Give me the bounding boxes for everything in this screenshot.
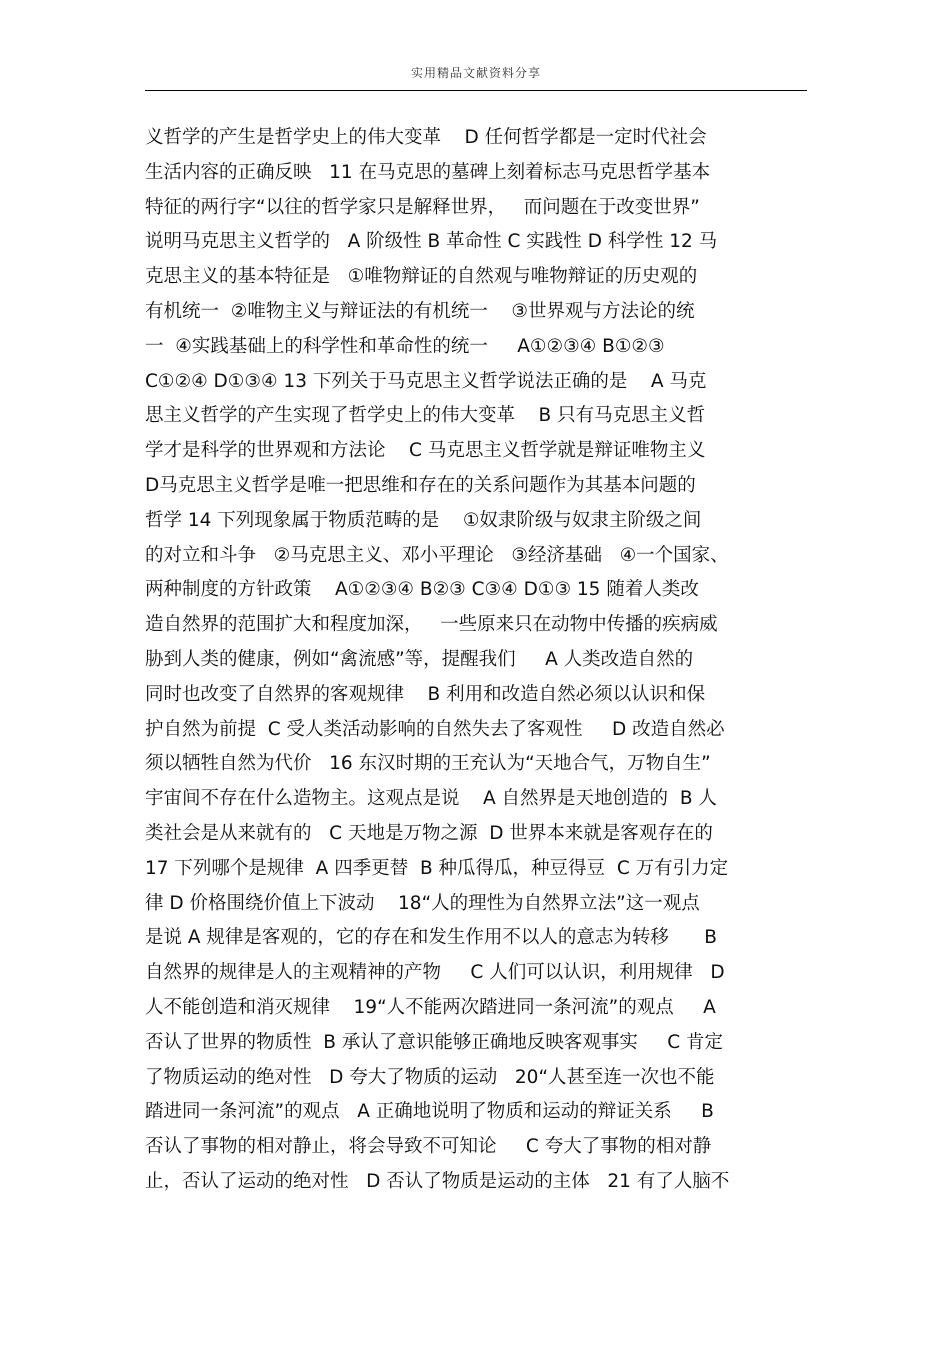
text-line: 止，否认了运动的绝对性 D 否认了物质是运动的主体 21 有了人脑不 [145,1170,730,1192]
text-line: C①②④ D①③④ 13 下列关于马克思主义哲学说法正确的是 A 马克 [145,370,707,392]
text-line: 哲学 14 下列现象属于物质范畴的是 ①奴隶阶级与奴隶主阶级之间 [145,509,702,531]
text-line: 了物质运动的绝对性 D 夸大了物质的运动 20“人甚至连一次也不能 [145,1066,715,1088]
text-line: 两种制度的方针政策 A①②③④ B②③ C③④ D①③ 15 随着人类改 [145,579,699,601]
text-line: 人不能创造和消灭规律 19“人不能两次踏进同一条河流”的观点 A [145,996,716,1018]
text-line: 义哲学的产生是哲学史上的伟大变革 D 任何哲学都是一定时代社会 [145,127,707,148]
body-text [145,121,807,1200]
text-line: 自然界的规律是人的主观精神的产物 C 人们可以认识，利用规律 D [145,962,725,984]
text-line: 须以牺牲自然为代价 16 东汉时期的王充认为“天地合气，万物自生” [145,753,711,775]
text-line: 否认了事物的相对静止，将会导致不可知论 C 夸大了事物的相对静 [145,1136,712,1158]
text-line: 是说 A 规律是客观的，它的存在和发生作用不以人的意志为转移 B [145,927,717,949]
text-line: 造自然界的范围扩大和程度加深， 一些原来只在动物中传播的疾病威 [145,614,718,636]
text-line: 律 D 价格围绕价值上下波动 18“人的理性为自然界立法”这一观点 [145,892,700,914]
text-line: 思主义哲学的产生实现了哲学史上的伟大变革 B 只有马克思主义哲 [145,405,706,427]
text-line: 特征的两行字“以往的哲学家只是解释世界， 而问题在于改变世界” [145,196,700,218]
text-line: 胁到人类的健康，例如“禽流感”等，提醒我们 A 人类改造自然的 [145,648,694,670]
text-line: 克思主义的基本特征是 ①唯物辩证的自然观与唯物辩证的历史观的 [145,266,698,288]
text-line: 类社会是从来就有的 C 天地是万物之源 D 世界本来就是客观存在的 [145,822,713,844]
text-line: 生活内容的正确反映 11 在马克思的墓碑上刻着标志马克思哲学基本 [145,161,711,183]
header-divider [145,90,807,91]
text-line: D马克思主义哲学是唯一把思维和存在的关系问题作为其基本问题的 [145,474,696,496]
text-line: 有机统一 ②唯物主义与辩证法的有机统一 ③世界观与方法论的统 [145,300,695,322]
text-line: 说明马克思主义哲学的 A 阶级性 B 革命性 C 实践性 D 科学性 12 马 [145,231,718,253]
text-line: 踏进同一条河流”的观点 A 正确地说明了物质和运动的辩证关系 B [145,1101,714,1123]
text-line: 同时也改变了自然界的客观规律 B 利用和改造自然必须以认识和保 [145,683,706,705]
text-line: 的对立和斗争 ②马克思主义、邓小平理论 ③经济基础 ④一个国家、 [145,544,729,566]
text-line: 否认了世界的物质性 B 承认了意识能够正确地反映客观事实 C 肯定 [145,1031,724,1053]
text-line: 17 下列哪个是规律 A 四季更替 B 种瓜得瓜，种豆得豆 C 万有引力定 [145,857,729,879]
page-header: 实用精品文献资料分享 [410,66,541,80]
text-line: 宇宙间不存在什么造物主。这观点是说 A 自然界是天地创造的 B 人 [145,788,717,810]
text-line: 学才是科学的世界观和方法论 C 马克思主义哲学就是辩证唯物主义 [145,440,706,462]
text-line: 护自然为前提 C 受人类活动影响的自然失去了客观性 D 改造自然必 [145,718,725,740]
text-line: 一 ④实践基础上的科学性和革命性的统一 A①②③④ B①②③ [145,335,665,357]
